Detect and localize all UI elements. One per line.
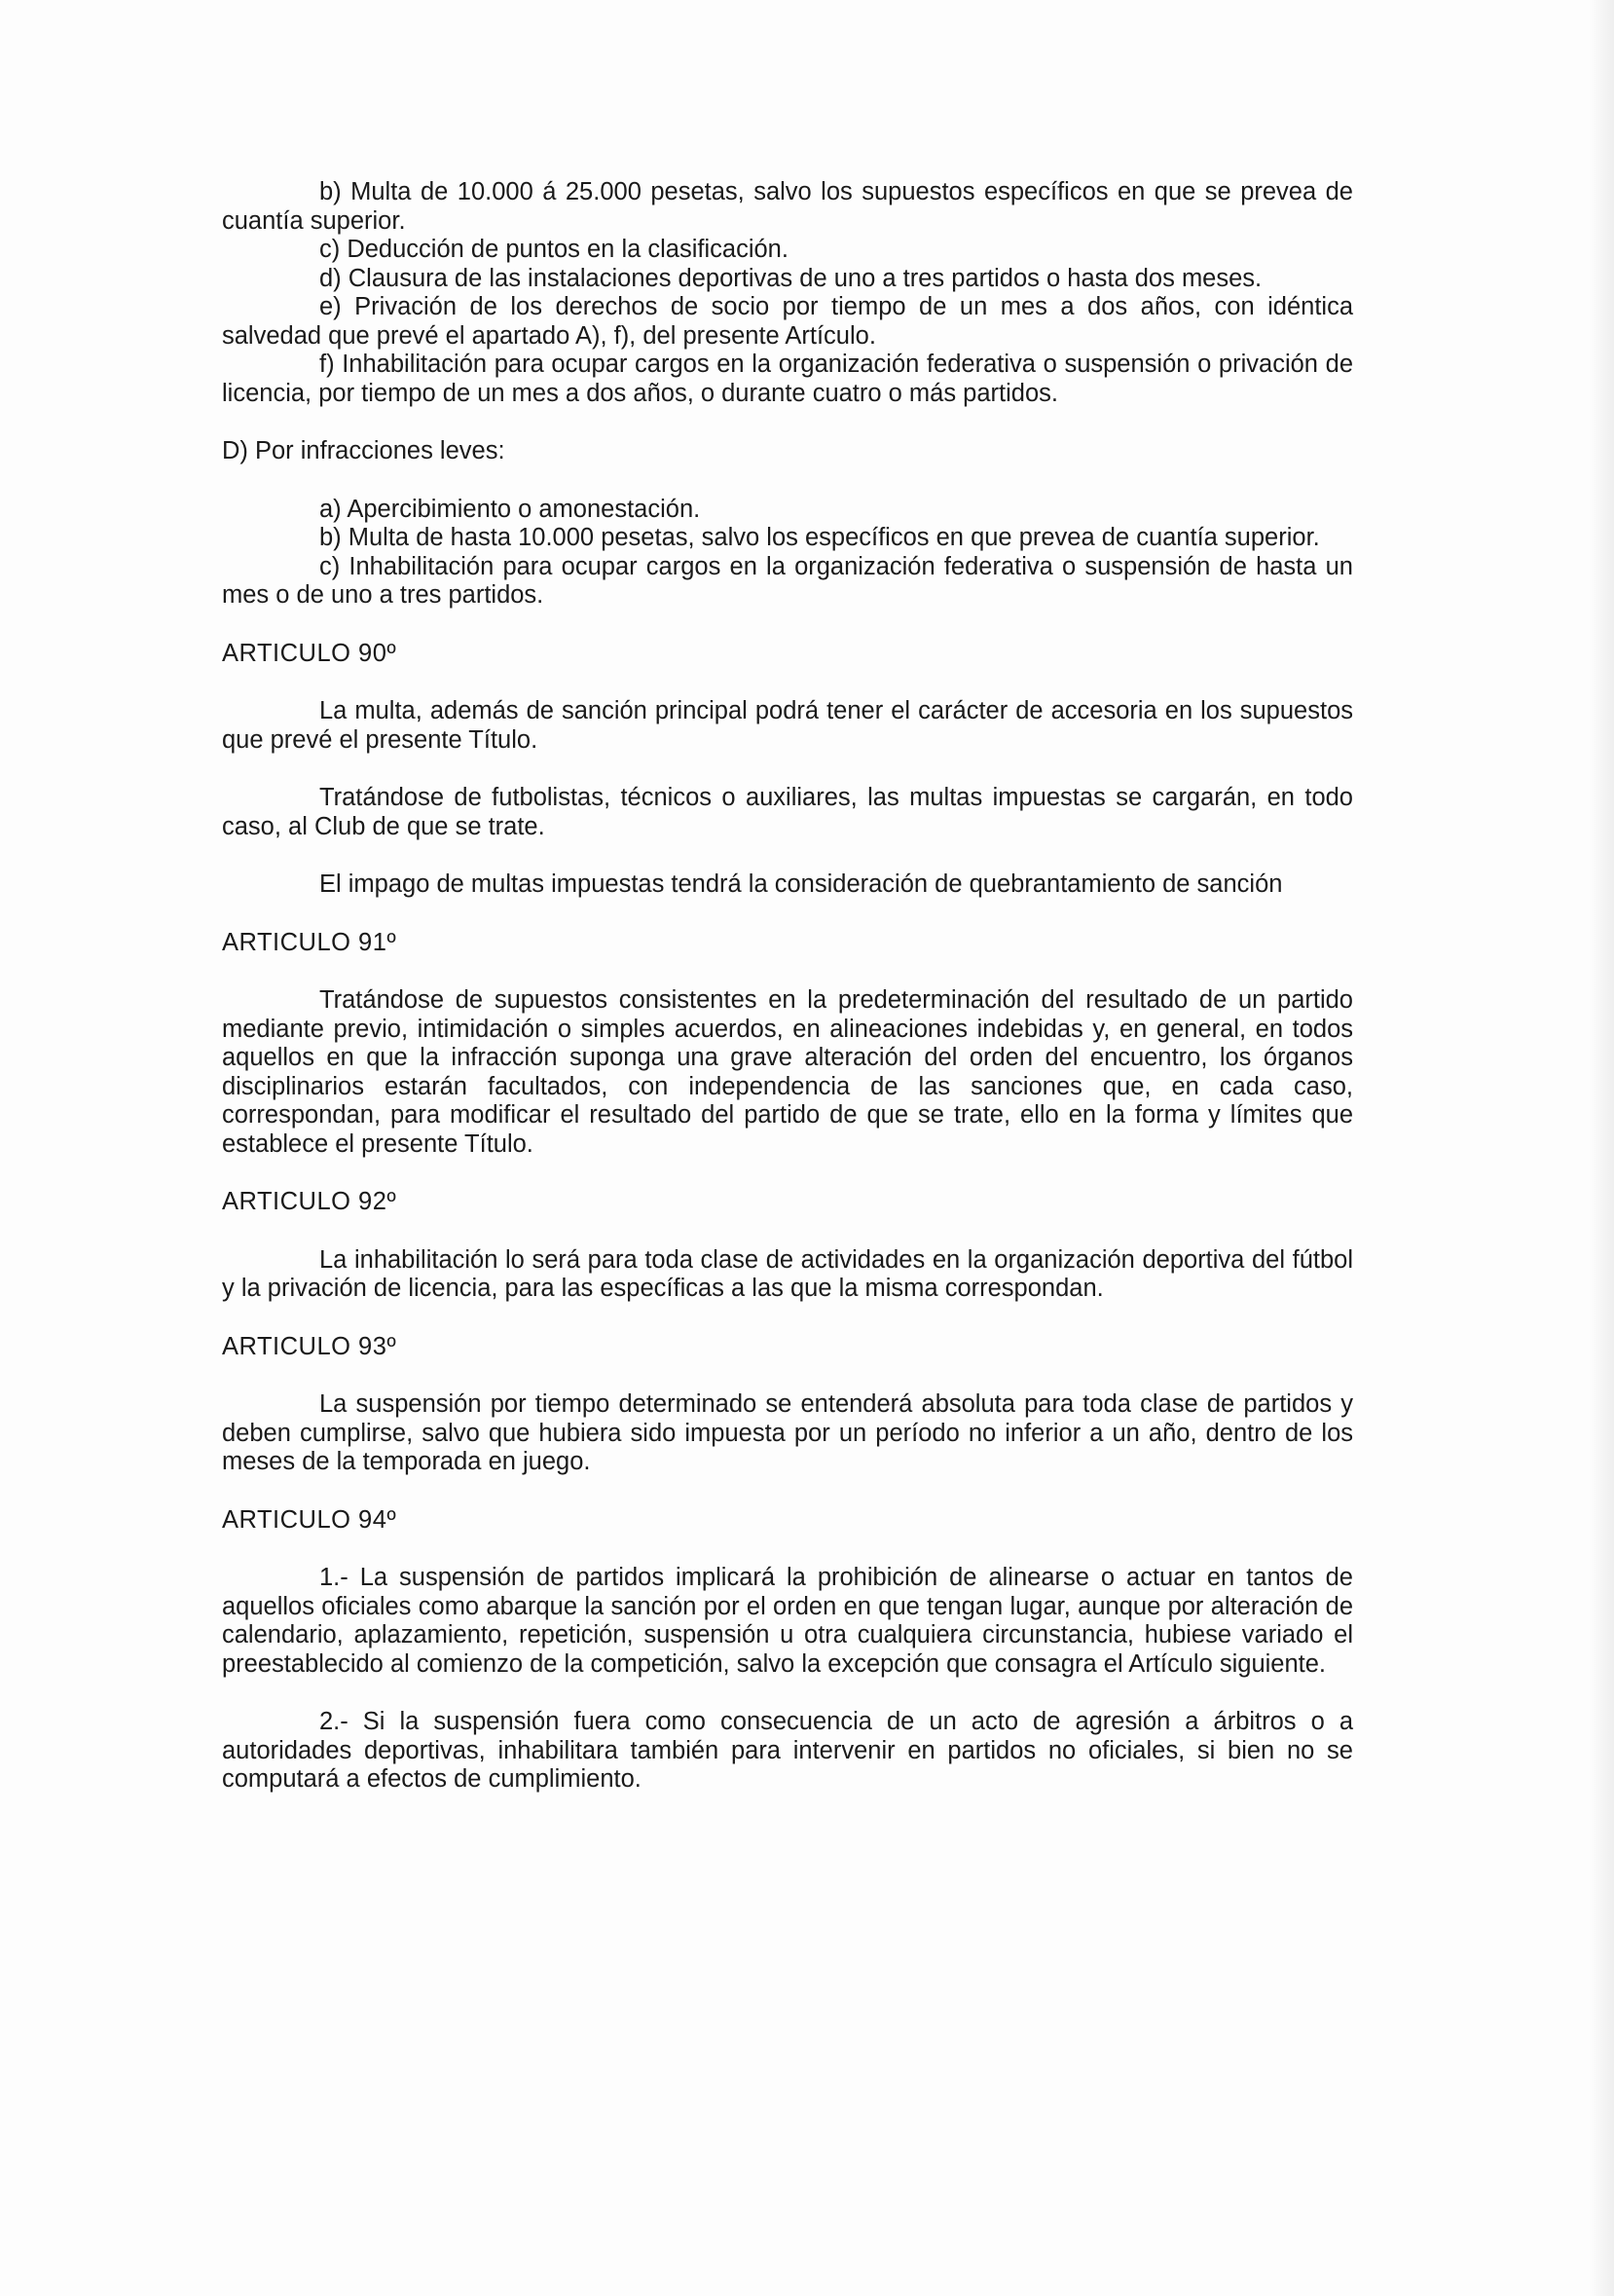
article-90-heading: ARTICULO 90º (222, 639, 397, 667)
article-94-heading: ARTICULO 94º (222, 1505, 397, 1534)
article-92-paragraph-1: La inhabilitación lo será para toda clase de actividades en la organización deportiva del fútbol y la privación de licencia, para las específicas a las que la misma correspondan. (222, 1245, 1353, 1302)
article-93-heading: ARTICULO 93º (222, 1332, 397, 1360)
minor-item-b: b) Multa de hasta 10.000 pesetas, salvo los específicos en que prevea de cuantía superior. (319, 524, 1320, 551)
article-94-paragraph-2: 2.- Si la suspensión fuera como consecuencia de un acto de agresión a árbitros o a autoridades deportivas, inhabilitara también para intervenir en partidos no oficiales, si bien no se computará a efectos de cumplimiento. (222, 1708, 1353, 1793)
minor-item-a: a) Apercibimiento o amonestación. (319, 495, 701, 523)
sanction-item-d: d) Clausura de las instalaciones deportivas de uno a tres partidos o hasta dos meses. (319, 264, 1263, 292)
sanction-item-b: b) Multa de 10.000 á 25.000 pesetas, salvo los supuestos específicos en que se prevea de cuantía superior. (222, 178, 1353, 235)
document-body (222, 178, 1353, 1795)
article-92-heading: ARTICULO 92º (222, 1188, 397, 1215)
article-90-paragraph-2: Tratándose de futbolistas, técnicos o auxiliares, las multas impuestas se cargarán, en todo caso, al Club de que se trate. (222, 784, 1353, 840)
sanction-item-e: e) Privación de los derechos de socio por tiempo de un mes a dos años, con idéntica salvedad que prevé el apartado A), f), del presente Artículo. (222, 293, 1353, 350)
article-94-paragraph-1: 1.- La suspensión de partidos implicará la prohibición de alinearse o actuar en tantos de aquellos oficiales como abarque la sanción por el orden en que tengan lugar, aunque por alteración de calendario, aplazamiento, repetición, suspensión u otra cualquiera circunstancia, hubiese variado el preestablecido al comienzo de la competición, salvo la excepción que consagra el Artículo siguiente. (222, 1564, 1353, 1678)
sanction-item-c: c) Deducción de puntos en la clasificación. (319, 236, 789, 263)
sanction-item-f: f) Inhabilitación para ocupar cargos en la organización federativa o suspensión o privación de licencia, por tiempo de un mes a dos años, o durante cuatro o más partidos. (222, 351, 1353, 407)
minor-item-c: c) Inhabilitación para ocupar cargos en la organización federativa o suspensión de hasta un mes o de uno a tres partidos. (222, 552, 1353, 609)
scan-edge-shadow (1589, 0, 1614, 2296)
section-d-title: D) Por infracciones leves: (222, 437, 505, 464)
article-93-paragraph-1: La suspensión por tiempo determinado se entenderá absoluta para toda clase de partidos y deben cumplirse, salvo que hubiera sido impuesta por un período no inferior a un año, dentro de los meses de la temporada en juego. (222, 1390, 1353, 1475)
article-90-paragraph-3: El impago de multas impuestas tendrá la consideración de quebrantamiento de sanción (319, 870, 1283, 898)
article-91-heading: ARTICULO 91º (222, 928, 397, 956)
article-91-paragraph-1: Tratándose de supuestos consistentes en la predeterminación del resultado de un partido mediante previo, intimidación o simples acuerdos, en alineaciones indebidas y, en general, en todos aquellos en que la infracción suponga una grave alteración del orden del encuentro, los órganos disciplinarios estarán facultados, con independencia de las sanciones que, en cada caso, correspondan, para modificar el resultado del partido de que se trate, ello en la forma y límites que establece el presente Título. (222, 986, 1353, 1158)
article-90-paragraph-1: La multa, además de sanción principal podrá tener el carácter de accesoria en los supuestos que prevé el presente Título. (222, 697, 1353, 754)
